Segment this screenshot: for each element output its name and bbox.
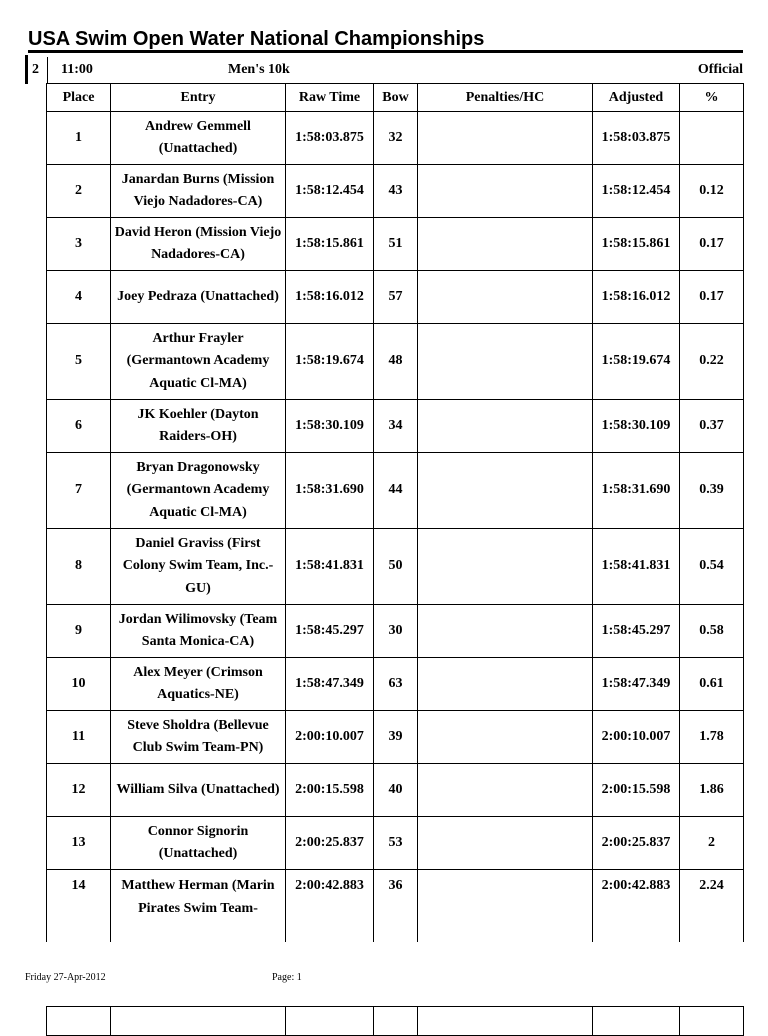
event-status: Official bbox=[697, 62, 743, 77]
entry-cell: Arthur Frayler (Germantown Academy Aquatic Cl-MA) bbox=[111, 324, 286, 400]
adjusted-time-cell: 1:58:16.012 bbox=[593, 271, 680, 324]
bow-cell: 32 bbox=[374, 112, 418, 165]
adjusted-time-cell: 1:58:45.297 bbox=[593, 605, 680, 658]
table-header-row bbox=[47, 84, 744, 112]
raw-time-cell: 2:00:25.837 bbox=[286, 817, 374, 870]
entry-cell: Janardan Burns (Mission Viejo Nadadores-CA) bbox=[111, 165, 286, 218]
place-cell: 7 bbox=[47, 453, 111, 529]
percent-cell: 0.39 bbox=[680, 453, 744, 529]
entry-cell: Daniel Graviss (First Colony Swim Team, Inc.-GU) bbox=[111, 529, 286, 605]
percent-cell: 1.86 bbox=[680, 764, 744, 817]
title-rule bbox=[28, 50, 743, 53]
bow-cell: 30 bbox=[374, 605, 418, 658]
column-header-place: Place bbox=[47, 84, 111, 112]
column-header-adjusted: Adjusted bbox=[593, 84, 680, 112]
percent-cell: 0.17 bbox=[680, 218, 744, 271]
adjusted-time-cell: 1:58:12.454 bbox=[593, 165, 680, 218]
entry-cell: Bryan Dragonowsky (Germantown Academy Aquatic Cl-MA) bbox=[111, 453, 286, 529]
table-row bbox=[47, 165, 744, 218]
table-row bbox=[47, 400, 744, 453]
place-cell: 10 bbox=[47, 658, 111, 711]
percent-cell: 0.58 bbox=[680, 605, 744, 658]
percent-cell: 0.37 bbox=[680, 400, 744, 453]
adjusted-time-cell: 1:58:19.674 bbox=[593, 324, 680, 400]
adjusted-time-cell: 2:00:15.598 bbox=[593, 764, 680, 817]
raw-time-cell: 1:58:03.875 bbox=[286, 112, 374, 165]
percent-cell: 2 bbox=[680, 817, 744, 870]
event-number-divider bbox=[47, 57, 48, 83]
bow-cell: 63 bbox=[374, 658, 418, 711]
penalties-cell bbox=[418, 271, 593, 324]
penalties-cell bbox=[418, 218, 593, 271]
raw-time-cell: 2:00:15.598 bbox=[286, 764, 374, 817]
penalties-cell bbox=[418, 529, 593, 605]
footer-date: Friday 27-Apr-2012 bbox=[25, 972, 106, 983]
raw-time-cell: 1:58:31.690 bbox=[286, 453, 374, 529]
penalties-cell bbox=[418, 453, 593, 529]
adjusted-time-cell: 1:58:30.109 bbox=[593, 400, 680, 453]
bow-cell: 57 bbox=[374, 271, 418, 324]
raw-time-cell: 1:58:16.012 bbox=[286, 271, 374, 324]
place-cell: 5 bbox=[47, 324, 111, 400]
bow-cell: 34 bbox=[374, 400, 418, 453]
table-row bbox=[47, 605, 744, 658]
table-row bbox=[47, 271, 744, 324]
event-name: Men's 10k bbox=[228, 62, 290, 77]
next-page-cell bbox=[111, 1007, 286, 1036]
next-page-cell bbox=[593, 1007, 680, 1036]
table-row bbox=[47, 453, 744, 529]
table-row bbox=[47, 324, 744, 400]
table-row bbox=[47, 112, 744, 165]
place-cell: 11 bbox=[47, 711, 111, 764]
table-row bbox=[47, 764, 744, 817]
penalties-cell bbox=[418, 817, 593, 870]
adjusted-time-cell: 1:58:31.690 bbox=[593, 453, 680, 529]
raw-time-cell: 1:58:41.831 bbox=[286, 529, 374, 605]
penalties-cell bbox=[418, 400, 593, 453]
place-cell: 9 bbox=[47, 605, 111, 658]
bow-cell: 44 bbox=[374, 453, 418, 529]
place-cell: 2 bbox=[47, 165, 111, 218]
event-number: 2 bbox=[32, 62, 39, 77]
percent-cell: 0.17 bbox=[680, 271, 744, 324]
raw-time-cell: 1:58:19.674 bbox=[286, 324, 374, 400]
entry-cell: Andrew Gemmell (Unattached) bbox=[111, 112, 286, 165]
raw-time-cell: 2:00:42.883 bbox=[286, 870, 374, 942]
raw-time-cell: 2:00:10.007 bbox=[286, 711, 374, 764]
entry-cell: William Silva (Unattached) bbox=[111, 764, 286, 817]
next-page-row bbox=[47, 1007, 744, 1036]
adjusted-time-cell: 1:58:15.861 bbox=[593, 218, 680, 271]
adjusted-time-cell: 1:58:47.349 bbox=[593, 658, 680, 711]
entry-cell: Connor Signorin (Unattached) bbox=[111, 817, 286, 870]
percent-cell: 0.54 bbox=[680, 529, 744, 605]
bow-cell: 53 bbox=[374, 817, 418, 870]
penalties-cell bbox=[418, 870, 593, 942]
place-cell: 1 bbox=[47, 112, 111, 165]
place-cell: 3 bbox=[47, 218, 111, 271]
table-row bbox=[47, 529, 744, 605]
place-cell: 8 bbox=[47, 529, 111, 605]
column-header-entry: Entry bbox=[111, 84, 286, 112]
next-page-cell bbox=[680, 1007, 744, 1036]
entry-cell: Joey Pedraza (Unattached) bbox=[111, 271, 286, 324]
footer-page-number: Page: 1 bbox=[272, 972, 302, 983]
percent-cell: 0.12 bbox=[680, 165, 744, 218]
adjusted-time-cell: 1:58:03.875 bbox=[593, 112, 680, 165]
entry-cell: Jordan Wilimovsky (Team Santa Monica-CA) bbox=[111, 605, 286, 658]
next-page-table-header bbox=[46, 1006, 744, 1036]
entry-cell: JK Koehler (Dayton Raiders-OH) bbox=[111, 400, 286, 453]
raw-time-cell: 1:58:47.349 bbox=[286, 658, 374, 711]
table-row bbox=[47, 658, 744, 711]
column-header-penalties: Penalties/HC bbox=[418, 84, 593, 112]
place-cell: 4 bbox=[47, 271, 111, 324]
percent-cell: 2.24 bbox=[680, 870, 744, 942]
table-row bbox=[47, 711, 744, 764]
penalties-cell bbox=[418, 165, 593, 218]
bow-cell: 50 bbox=[374, 529, 418, 605]
table-row bbox=[47, 218, 744, 271]
adjusted-time-cell: 2:00:10.007 bbox=[593, 711, 680, 764]
bow-cell: 51 bbox=[374, 218, 418, 271]
next-page-cell bbox=[286, 1007, 374, 1036]
bow-cell: 40 bbox=[374, 764, 418, 817]
penalties-cell bbox=[418, 324, 593, 400]
entry-cell: Matthew Herman (Marin Pirates Swim Team- bbox=[111, 870, 286, 942]
column-header-percent: % bbox=[680, 84, 744, 112]
adjusted-time-cell: 2:00:25.837 bbox=[593, 817, 680, 870]
adjusted-time-cell: 1:58:41.831 bbox=[593, 529, 680, 605]
percent-cell: 0.61 bbox=[680, 658, 744, 711]
entry-cell: Steve Sholdra (Bellevue Club Swim Team-PN) bbox=[111, 711, 286, 764]
percent-cell: 1.78 bbox=[680, 711, 744, 764]
place-cell: 13 bbox=[47, 817, 111, 870]
percent-cell: 0.22 bbox=[680, 324, 744, 400]
percent-cell bbox=[680, 112, 744, 165]
next-page-cell bbox=[47, 1007, 111, 1036]
penalties-cell bbox=[418, 658, 593, 711]
next-page-cell bbox=[374, 1007, 418, 1036]
entry-cell: Alex Meyer (Crimson Aquatics-NE) bbox=[111, 658, 286, 711]
event-header bbox=[28, 57, 743, 83]
column-header-bow: Bow bbox=[374, 84, 418, 112]
next-page-cell bbox=[418, 1007, 593, 1036]
place-cell: 14 bbox=[47, 870, 111, 942]
entry-cell: David Heron (Mission Viejo Nadadores-CA) bbox=[111, 218, 286, 271]
bow-cell: 48 bbox=[374, 324, 418, 400]
bow-cell: 36 bbox=[374, 870, 418, 942]
raw-time-cell: 1:58:45.297 bbox=[286, 605, 374, 658]
table-row bbox=[47, 817, 744, 870]
penalties-cell bbox=[418, 605, 593, 658]
place-cell: 6 bbox=[47, 400, 111, 453]
raw-time-cell: 1:58:12.454 bbox=[286, 165, 374, 218]
column-header-raw-time: Raw Time bbox=[286, 84, 374, 112]
place-cell: 12 bbox=[47, 764, 111, 817]
page-title: USA Swim Open Water National Championships bbox=[28, 28, 485, 50]
bow-cell: 39 bbox=[374, 711, 418, 764]
results-table bbox=[46, 83, 744, 942]
raw-time-cell: 1:58:30.109 bbox=[286, 400, 374, 453]
penalties-cell bbox=[418, 764, 593, 817]
event-time: 11:00 bbox=[61, 62, 93, 77]
raw-time-cell: 1:58:15.861 bbox=[286, 218, 374, 271]
penalties-cell bbox=[418, 112, 593, 165]
penalties-cell bbox=[418, 711, 593, 764]
table-row bbox=[47, 870, 744, 942]
bow-cell: 43 bbox=[374, 165, 418, 218]
adjusted-time-cell: 2:00:42.883 bbox=[593, 870, 680, 942]
